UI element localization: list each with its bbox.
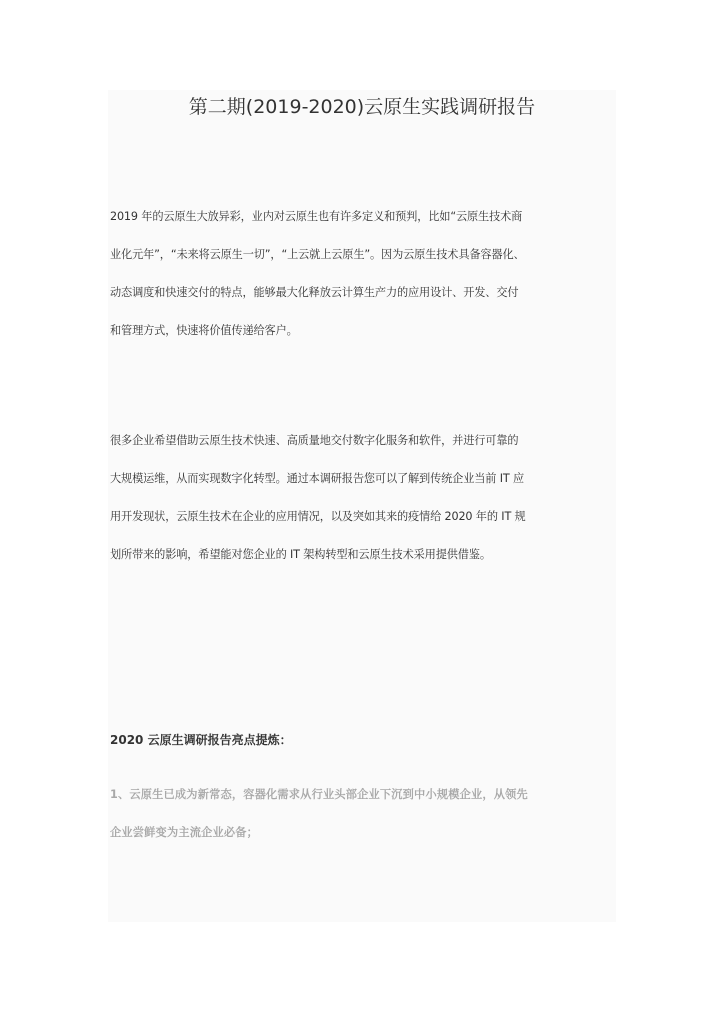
purpose-paragraph-line: 划所带来的影响，希望能对您企业的 IT 架构转型和云原生技术采用提供借鉴。 (110, 548, 491, 561)
purpose-paragraph-line: 用开发现状，云原生技术在企业的应用情况，以及突如其来的疫情给 2020 年的 IT 规 (110, 510, 526, 523)
highlights-heading: 2020 云原生调研报告亮点提炼： (110, 733, 292, 747)
intro-paragraph-line: 业化元年”，“未来将云原生一切”，“上云就上云原生”。因为云原生技术具备容器化、 (110, 248, 525, 261)
document-title: 第二期(2019-2020)云原生实践调研报告 (188, 96, 536, 118)
purpose-paragraph-line: 大规模运维，从而实现数字化转型。通过本调研报告您可以了解到传统企业当前 IT 应 (110, 472, 524, 485)
intro-paragraph-line: 和管理方式，快速将价值传递给客户。 (110, 324, 298, 337)
intro-paragraph-line: 动态调度和快速交付的特点，能够最大化释放云计算生产力的应用设计、开发、交付 (110, 286, 519, 299)
intro-paragraph-line: 2019 年的云原生大放异彩，业内对云原生也有许多定义和预判，比如“云原生技术商 (110, 210, 523, 223)
purpose-paragraph-line: 很多企业希望借助云原生技术快速、高质量地交付数字化服务和软件，并进行可靠的 (110, 434, 519, 447)
highlight-item-line: 企业尝鲜变为主流企业必备； (110, 826, 259, 839)
highlight-item (110, 776, 618, 852)
purpose-paragraph (110, 422, 618, 574)
intro-paragraph (110, 198, 618, 350)
highlight-item-line: 1、云原生已成为新常态，容器化需求从行业头部企业下沉到中小规模企业，从领先 (110, 788, 528, 801)
